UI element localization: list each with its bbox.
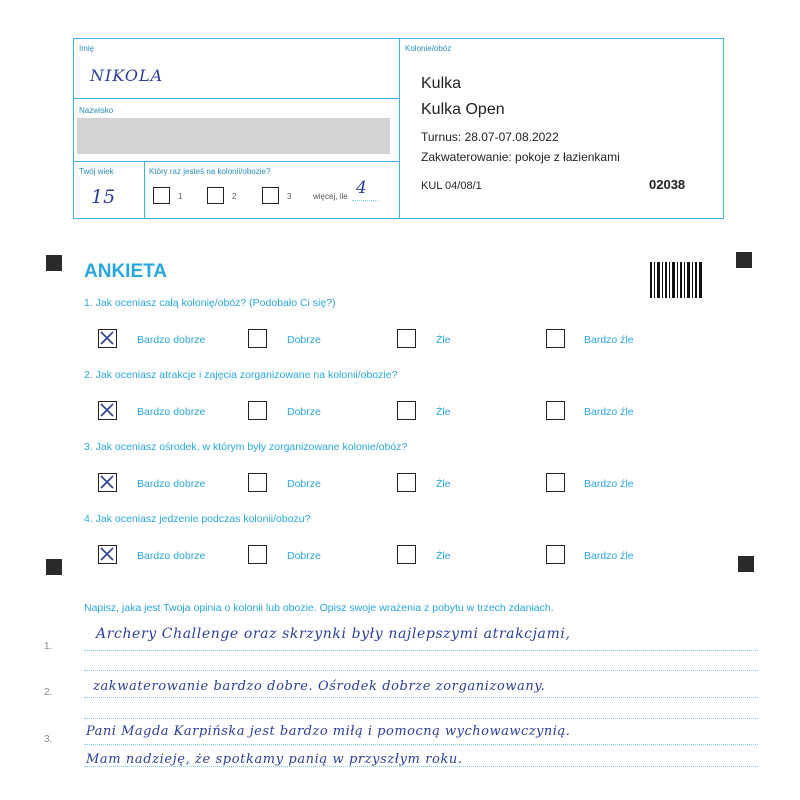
q2-checkbox-dobrze[interactable] — [248, 401, 267, 420]
q4-checkbox-dobrze[interactable] — [248, 545, 267, 564]
question-1: 1. Jak oceniasz całą kolonię/obóz? (Podobało Ci się?) — [84, 297, 336, 309]
writing-line — [84, 650, 758, 651]
ktory-raz-label: Który raz jesteś na kolonii/obozie? — [149, 167, 271, 176]
q1-checkbox-bardzo-dobrze[interactable] — [98, 329, 117, 348]
registration-marker — [46, 255, 62, 271]
question-3: 3. Jak oceniasz ośrodek, w którym były zorganizowane kolonie/obóz? — [84, 441, 408, 453]
imie-label: Imię — [79, 44, 95, 53]
row-divider — [73, 161, 399, 162]
option-label: Bardzo dobrze — [137, 334, 206, 346]
zakwaterowanie: Zakwaterowanie: pokoje z łazienkami — [421, 150, 620, 164]
form-number: 02038 — [649, 177, 686, 192]
line-number-1: 1. — [44, 641, 53, 652]
q4-checkbox-bardzo-zle[interactable] — [546, 545, 565, 564]
checkmark-x-icon — [99, 402, 115, 418]
option-label: Źle — [436, 550, 451, 562]
registration-marker — [738, 556, 754, 572]
opinion-line-4[interactable]: Mam nadzieję, że spotkamy panią w przyszłym roku. — [86, 752, 463, 767]
option-label: Bardzo źle — [584, 406, 634, 418]
checkbox-label-2: 2 — [232, 192, 237, 201]
wiecej-label: więcej, ile — [313, 192, 348, 201]
nazwisko-label: Nazwisko — [79, 106, 114, 115]
option-label: Dobrze — [287, 334, 321, 346]
q1-checkbox-dobrze[interactable] — [248, 329, 267, 348]
age-divider — [144, 161, 145, 219]
q3-checkbox-dobrze[interactable] — [248, 473, 267, 492]
opinion-line-2[interactable]: zakwaterowanie bardzo dobre. Ośrodek dobrze zorganizowany. — [93, 679, 546, 694]
checkbox-label-1: 1 — [178, 192, 183, 201]
option-label: Dobrze — [287, 550, 321, 562]
line-number-3: 3. — [44, 734, 53, 745]
camp-name: Kulka — [421, 75, 462, 92]
wiecej-value: 4 — [356, 178, 367, 198]
option-label: Źle — [436, 334, 451, 346]
wiek-value: 15 — [91, 186, 116, 208]
checkbox-label-3: 3 — [287, 192, 292, 201]
option-label: Bardzo dobrze — [137, 406, 206, 418]
option-label: Dobrze — [287, 478, 321, 490]
writing-line — [84, 697, 758, 698]
line-number-2: 2. — [44, 687, 53, 698]
camp-subname: Kulka Open — [421, 101, 505, 118]
kolonie-label: Kolonie/obóz — [405, 44, 452, 53]
opinion-prompt: Napisz, jaka jest Twoja opinia o kolonii lub obozie. Opisz swoje wrażenia z pobytu w trzech zdaniach. — [84, 602, 554, 614]
q2-checkbox-zle[interactable] — [397, 401, 416, 420]
option-label: Źle — [436, 478, 451, 490]
row-divider — [73, 98, 399, 99]
checkmark-x-icon — [99, 330, 115, 346]
q1-checkbox-bardzo-zle[interactable] — [546, 329, 565, 348]
option-label: Źle — [436, 406, 451, 418]
q2-checkbox-bardzo-zle[interactable] — [546, 401, 565, 420]
turnus: Turnus: 28.07-07.08.2022 — [421, 130, 559, 144]
wiecej-line — [352, 200, 378, 201]
q4-checkbox-bardzo-dobrze[interactable] — [98, 545, 117, 564]
question-4: 4. Jak oceniasz jedzenie podczas kolonii/obozu? — [84, 513, 311, 525]
option-label: Bardzo źle — [584, 334, 634, 346]
survey-title: ANKIETA — [84, 261, 168, 282]
option-label: Bardzo źle — [584, 478, 634, 490]
q2-checkbox-bardzo-dobrze[interactable] — [98, 401, 117, 420]
imie-value: NIKOLA — [90, 66, 164, 85]
q3-checkbox-bardzo-zle[interactable] — [546, 473, 565, 492]
option-label: Dobrze — [287, 406, 321, 418]
wiek-label: Twój wiek — [79, 167, 114, 176]
visit-count-checkbox-1[interactable] — [153, 187, 170, 204]
camp-code: KUL 04/08/1 — [421, 180, 482, 192]
writing-line — [84, 766, 758, 767]
opinion-line-3[interactable]: Pani Magda Karpińska jest bardzo miłą i pomocną wychowawczynią. — [86, 724, 571, 739]
barcode — [650, 262, 702, 298]
q4-checkbox-zle[interactable] — [397, 545, 416, 564]
option-label: Bardzo źle — [584, 550, 634, 562]
checkmark-x-icon — [99, 546, 115, 562]
writing-line — [84, 670, 758, 671]
visit-count-checkbox-3[interactable] — [262, 187, 279, 204]
registration-marker — [736, 252, 752, 268]
question-2: 2. Jak oceniasz atrakcje i zajęcia zorganizowane na kolonii/obozie? — [84, 369, 398, 381]
visit-count-checkbox-2[interactable] — [207, 187, 224, 204]
checkmark-x-icon — [99, 474, 115, 490]
q3-checkbox-zle[interactable] — [397, 473, 416, 492]
q3-checkbox-bardzo-dobrze[interactable] — [98, 473, 117, 492]
registration-marker — [46, 559, 62, 575]
opinion-line-1[interactable]: Archery Challenge oraz skrzynki były najlepszymi atrakcjami, — [96, 626, 571, 642]
nazwisko-redacted — [77, 118, 390, 154]
option-label: Bardzo dobrze — [137, 478, 206, 490]
writing-line — [84, 718, 758, 719]
option-label: Bardzo dobrze — [137, 550, 206, 562]
header-divider — [399, 38, 400, 219]
writing-line — [84, 744, 758, 745]
q1-checkbox-zle[interactable] — [397, 329, 416, 348]
